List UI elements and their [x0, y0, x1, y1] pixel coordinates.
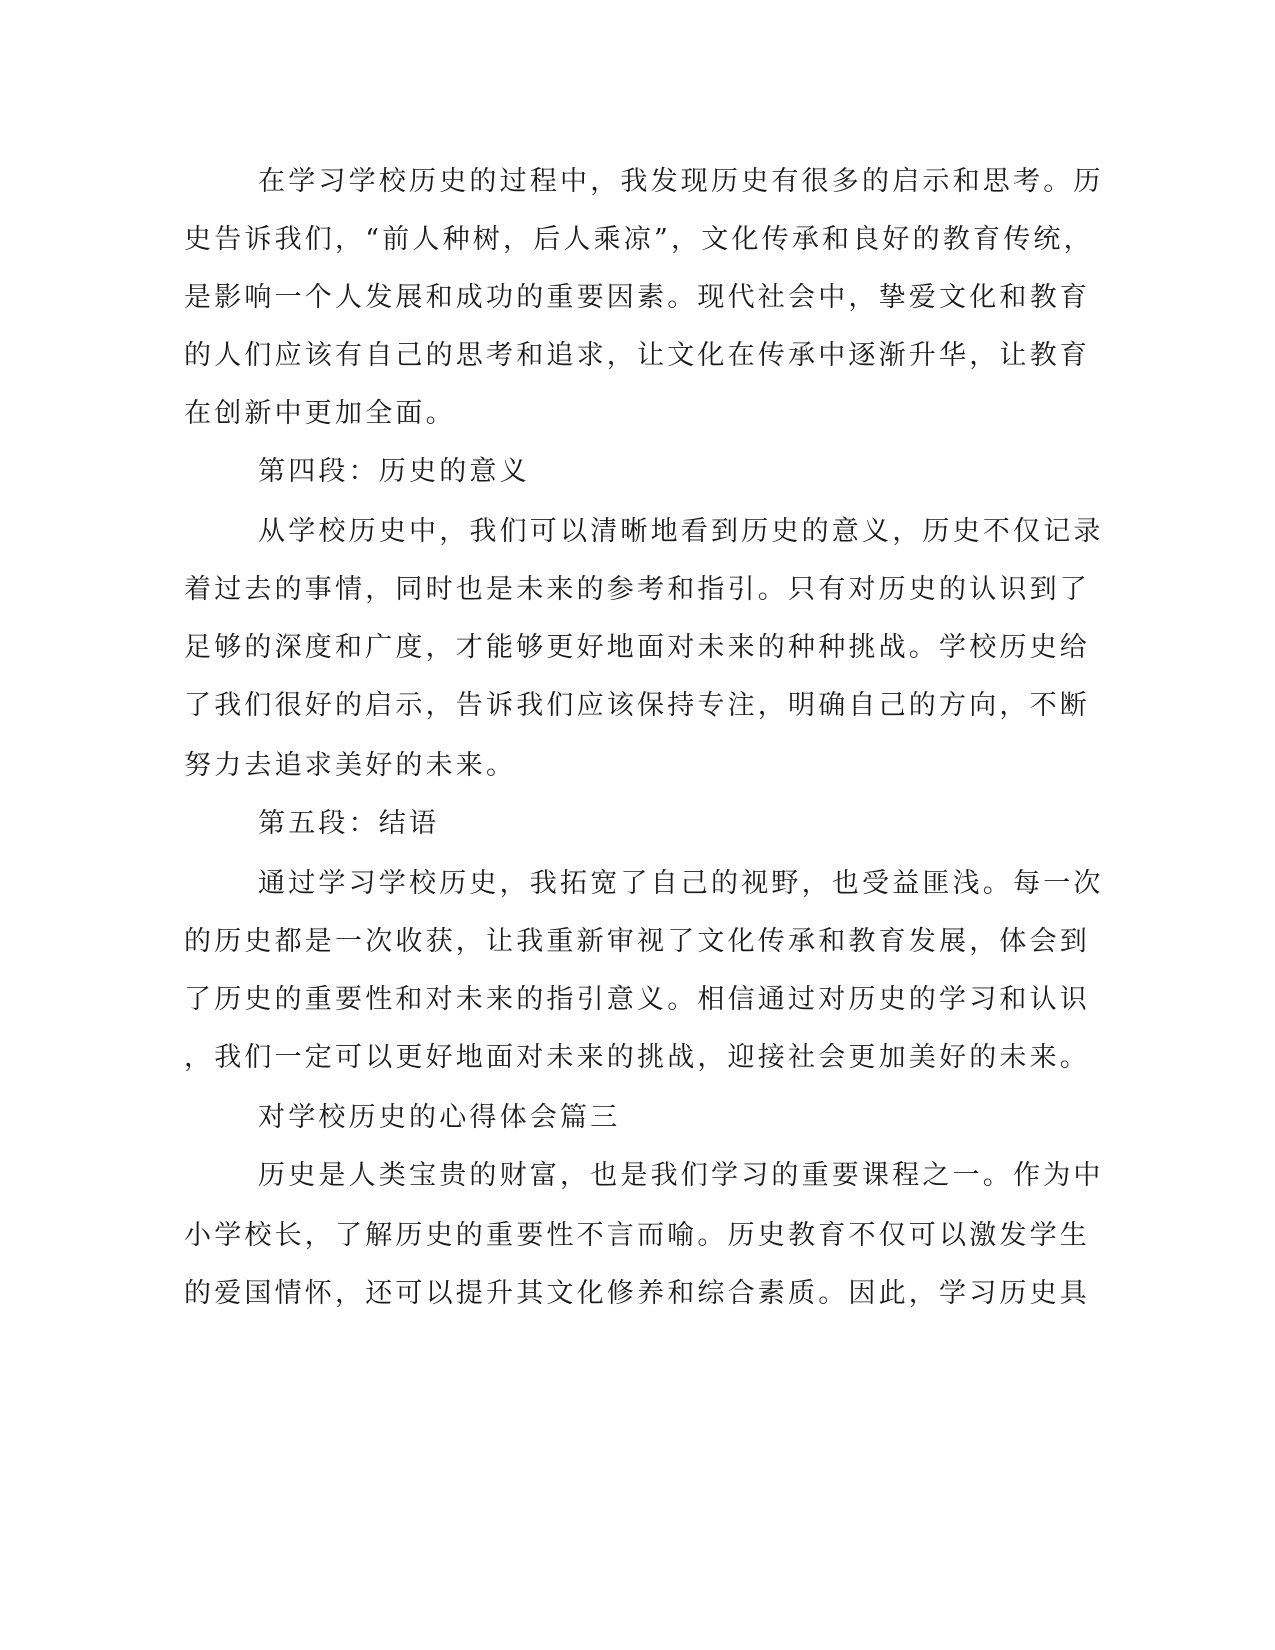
paragraph-line: 在学习学校历史的过程中，我发现历史有很多的启示和思考。历	[258, 166, 1104, 197]
paragraph-line: 了我们很好的启示，告诉我们应该保持专注，明确自己的方向，不断	[184, 690, 1090, 721]
paragraph-line: 从学校历史中，我们可以清晰地看到历史的意义，历史不仅记录	[258, 516, 1104, 547]
section-heading: 对学校历史的心得体会篇三	[258, 1102, 621, 1133]
paragraph-line: 了历史的重要性和对未来的指引意义。相信通过对历史的学习和认识	[184, 984, 1090, 1015]
paragraph-line: 的人们应该有自己的思考和追求，让文化在传承中逐渐升华，让教育	[184, 340, 1090, 371]
paragraph-line: 的爱国情怀，还可以提升其文化修养和综合素质。因此，学习历史具	[184, 1278, 1090, 1309]
paragraph-line: 历史是人类宝贵的财富，也是我们学习的重要课程之一。作为中	[258, 1160, 1104, 1191]
paragraph-line: 努力去追求美好的未来。	[184, 750, 517, 781]
paragraph-line: 着过去的事情，同时也是未来的参考和指引。只有对历史的认识到了	[184, 574, 1090, 605]
paragraph-line: ，我们一定可以更好地面对未来的挑战，迎接社会更加美好的未来。	[184, 1042, 1090, 1073]
section-heading: 第五段：结语	[258, 808, 440, 839]
paragraph-line: 的历史都是一次收获，让我重新审视了文化传承和教育发展，体会到	[184, 926, 1090, 957]
paragraph-line: 足够的深度和广度，才能够更好地面对未来的种种挑战。学校历史给	[184, 632, 1090, 663]
paragraph-line: 通过学习学校历史，我拓宽了自己的视野，也受益匪浅。每一次	[258, 868, 1104, 899]
paragraph-line: 小学校长，了解历史的重要性不言而喻。历史教育不仅可以激发学生	[184, 1220, 1090, 1251]
paragraph-line: 是影响一个人发展和成功的重要因素。现代社会中，挚爱文化和教育	[184, 282, 1090, 313]
paragraph-line: 史告诉我们，“前人种树，后人乘凉”，文化传承和良好的教育传统，	[184, 224, 1094, 255]
section-heading: 第四段：历史的意义	[258, 456, 530, 487]
paragraph-line: 在创新中更加全面。	[184, 398, 456, 429]
